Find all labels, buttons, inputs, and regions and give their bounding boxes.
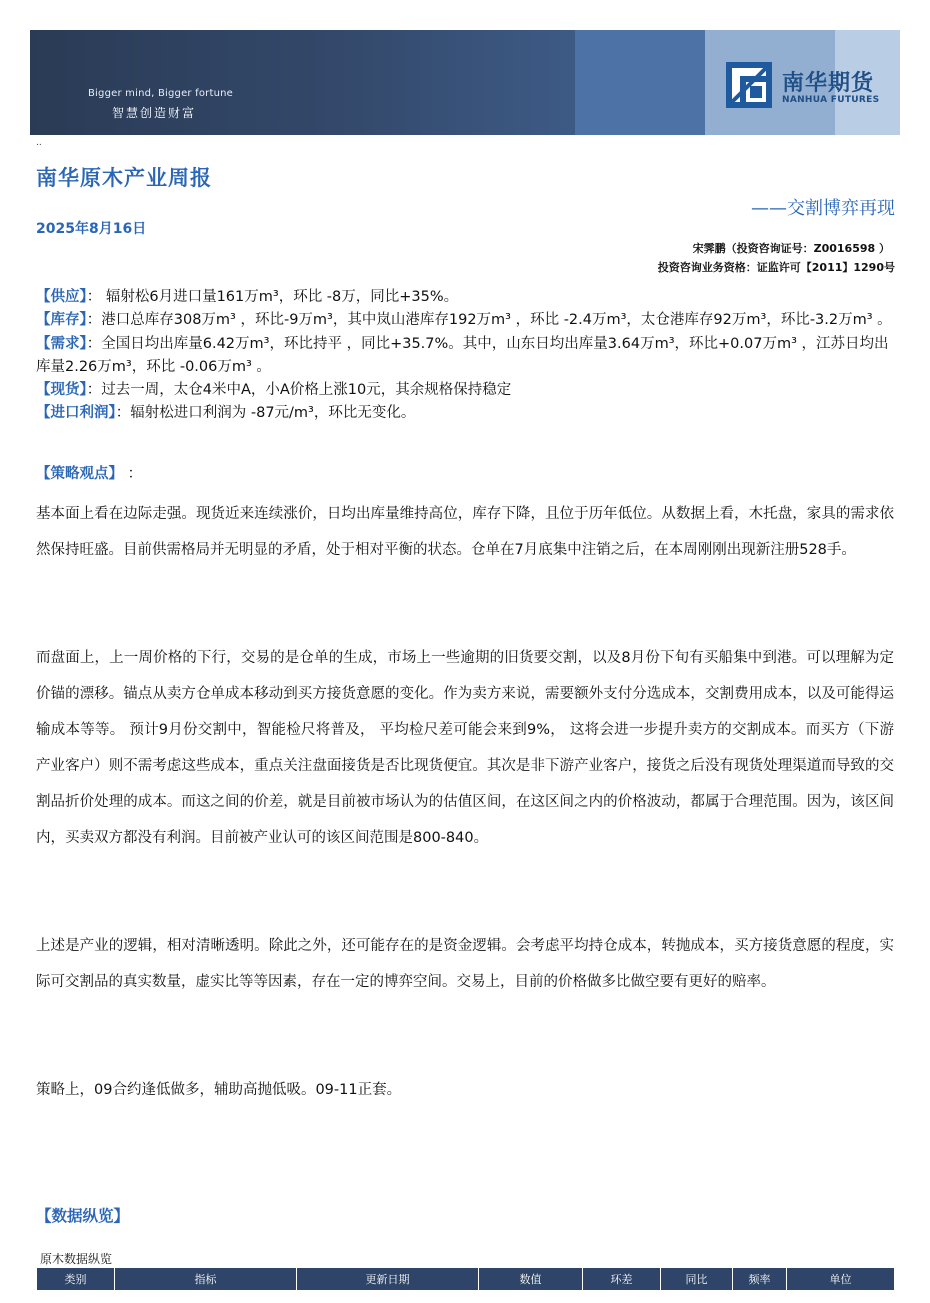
nanhua-logo-icon: [726, 62, 772, 108]
summary-tag: 【库存】: [36, 312, 87, 329]
summary-demand: [36, 333, 898, 380]
summary-section: [36, 286, 898, 426]
report-title: 南华原木产业周报: [36, 166, 212, 190]
column-header-frequency: 频率: [733, 1268, 787, 1290]
nanhua-logo: [726, 62, 896, 108]
logo-text-english: NANHUA FUTURES: [782, 95, 880, 105]
report-subtitle: ——交割博弈再现: [751, 198, 895, 219]
strategy-paragraph-1: 基本面上看在边际走强。现货近来连续涨价，日均出库量维持高位，库存下降，且位于历年低位。从数据上看，木托盘，家具的需求依然保持旺盛。目前供需格局并无明显的矛盾，处于相对平衡的状态。仓单在7月底集中注销之后，在本周刚刚出现新注册528手。: [36, 506, 894, 558]
strategy-paragraph-4: 策略上，09合约逢低做多，辅助高抛低吸。09-11正套。: [36, 1082, 402, 1098]
column-header-change: 环差: [583, 1268, 661, 1290]
column-header-yoy: 同比: [661, 1268, 733, 1290]
license-line: 投资咨询业务资格：证监许可【2011】1290号: [657, 261, 895, 274]
summary-tag: 【进口利润】: [36, 405, 116, 422]
column-header-indicator: 指标: [115, 1268, 297, 1290]
strategy-paragraph-2: 而盘面上，上一周价格的下行，交易的是仓单的生成，市场上一些逾期的旧货要交割，以及8月份下旬有买船集中到港。可以理解为定价锚的漂移。锚点从卖方仓单成本移动到买方接货意愿的变化。作为卖方来说，需要额外支付分选成本，交割费用成本，以及可能得运输成本等等。 预计9月份交割中，智能检尺将普及， 平均检尺差可能会来到9%， 这将会进一步提升卖方的交割成本。而买方（下游产业客户）则不需考虑这些成本，重点关注盘面接货是否比现货便宜。其次是非下游产业客户，接货之后没有现货处理渠道而导致的交割品折价处理的成本。而这之间的价差，就是目前被市场认为的估值区间，在这区间之内的价格波动，都属于合理范围。因为，该区间内，买卖双方都没有利润。目前被产业认可的该区间范围是800-840。: [36, 650, 894, 846]
slogan-chinese: 智慧创造财富: [112, 106, 197, 120]
strategy-heading: [36, 462, 142, 483]
summary-spot: [36, 379, 898, 402]
summary-text: ：过去一周，太仓4米中A，小A价格上涨10元，其余规格保持稳定: [86, 382, 512, 399]
column-header-update-date: 更新日期: [297, 1268, 479, 1290]
column-header-category: 类别: [37, 1268, 115, 1290]
table-header-row: [37, 1268, 895, 1290]
column-header-value: 数值: [479, 1268, 583, 1290]
summary-tag: 【现货】: [36, 382, 87, 399]
strategy-paragraph-3: 上述是产业的逻辑，相对清晰透明。除此之外，还可能存在的是资金逻辑。会考虑平均持仓成本，转抛成本，买方接货意愿的程度，实际可交割品的真实数量，虚实比等等因素，存在一定的博弈空间。交易上，目前的价格做多比做空要有更好的赔率。: [36, 938, 894, 990]
summary-text: ：全国日均出库量6.42万m³，环比持平 ，同比+35.7%。其中，山东日均出库量3.64万m³，环比+0.07万m³ ，江苏日均出库量2.26万m³，环比 -0.06万m³ 。: [36, 335, 889, 375]
data-overview-heading: 【数据纵览】: [36, 1207, 130, 1225]
report-date: 2025年8月16日: [36, 221, 147, 237]
data-overview-table: [36, 1268, 895, 1290]
header-banner: [30, 30, 900, 135]
summary-text: ：港口总库存308万m³ ，环比-9万m³，其中岚山港库存192万m³ ，环比 -2.4万m³，太仓港库存92万m³，环比-3.2万m³ 。: [86, 312, 892, 329]
summary-tag: 【供应】: [36, 289, 87, 305]
strategy-tag: 【策略观点】: [36, 466, 123, 482]
summary-inventory: [36, 309, 898, 332]
strategy-colon: ：: [123, 466, 143, 482]
column-header-unit: 单位: [787, 1268, 895, 1290]
summary-import-profit: [36, 402, 898, 425]
header-dots: ..: [36, 138, 42, 148]
summary-text: ： 辐射松6月进口量161万m³，环比 -8万，同比+35%。: [86, 289, 459, 305]
summary-text: ：辐射松进口利润为 -87元/m³，环比无变化。: [115, 405, 416, 422]
author-line: 宋霁鹏（投资咨询证号：Z0016598 ）: [692, 242, 890, 255]
logo-text-chinese: 南华期货: [782, 71, 875, 96]
slogan-english: Bigger mind, Bigger fortune: [88, 88, 234, 99]
table-caption: 原木数据纵览: [40, 1252, 113, 1266]
summary-tag: 【需求】: [36, 335, 87, 352]
summary-supply: [36, 286, 898, 309]
